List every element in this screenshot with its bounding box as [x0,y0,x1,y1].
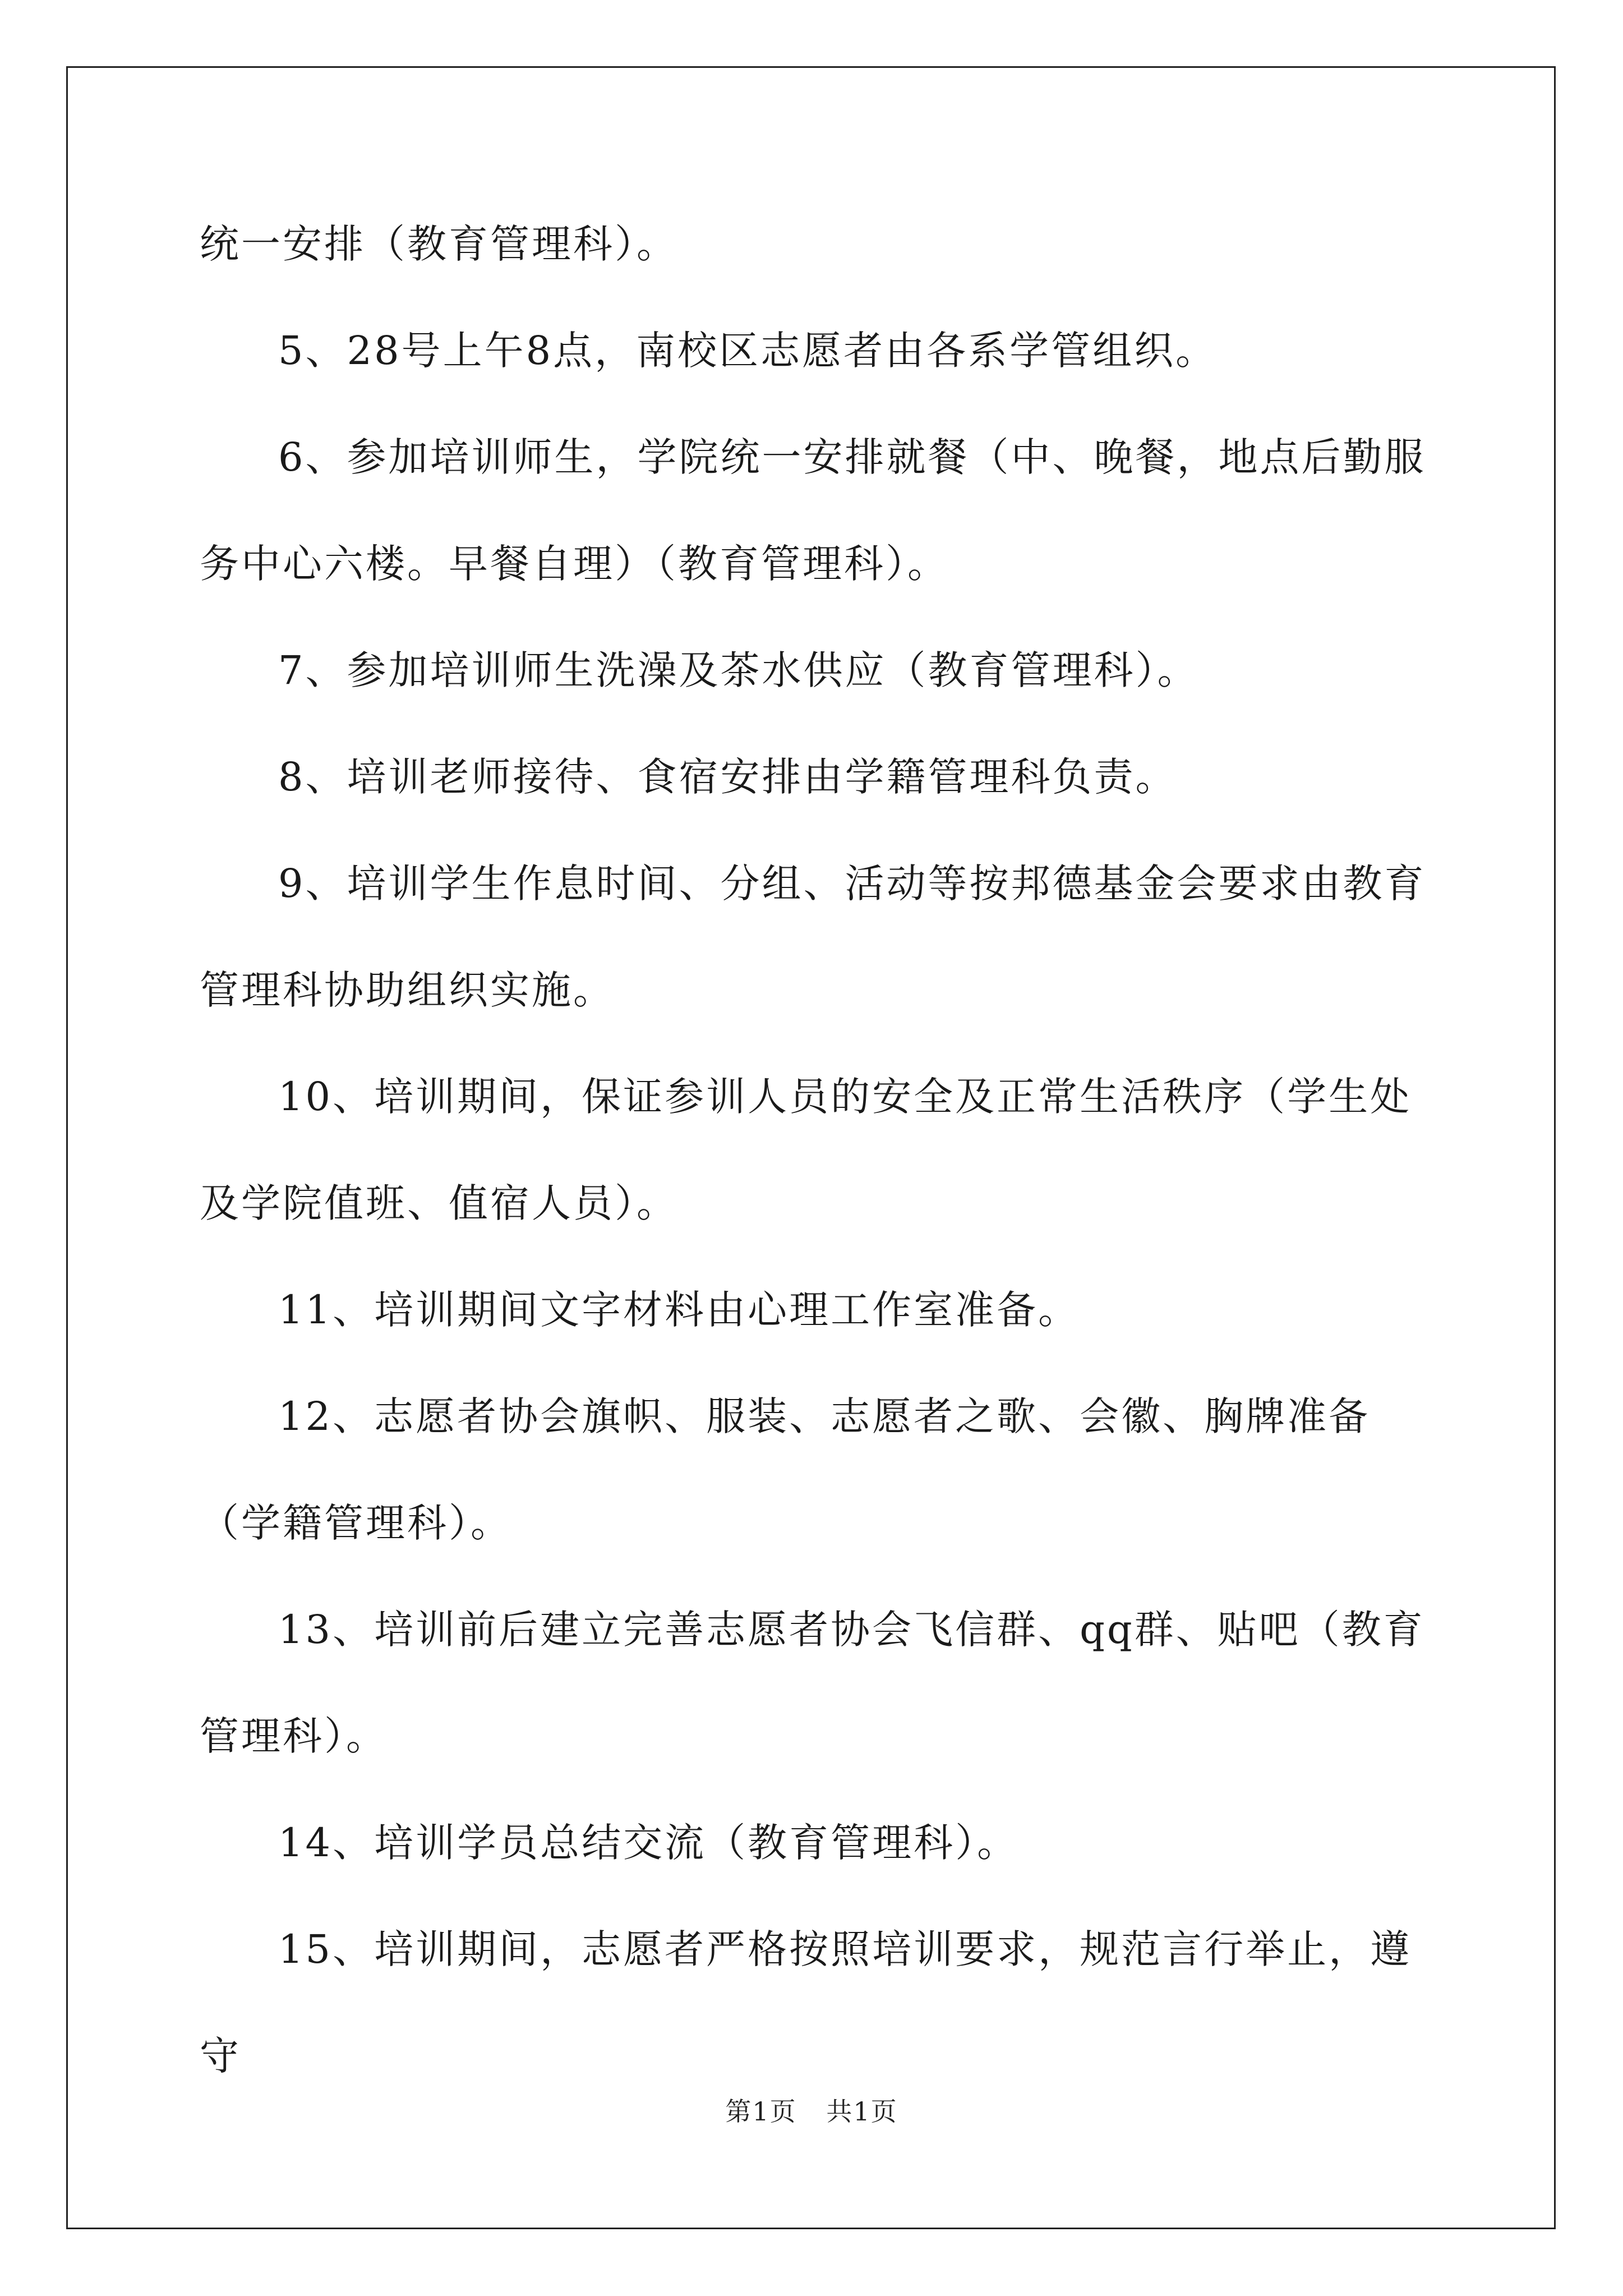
paragraph-5: 9、培训学生作息时间、分组、活动等按邦德基金会要求由教育管理科协助组织实施。 [200,861,1426,1013]
paragraph-10: 14、培训学员总结交流（教育管理科）。 [278,1820,1019,1866]
paragraph-11: 15、培训期间，志愿者严格按照培训要求，规范言行举止，遵守 [200,1926,1412,2079]
page-footer [0,2091,1623,2128]
paragraph-8: 12、志愿者协会旗帜、服装、志愿者之歌、会徽、胸牌准备（学籍管理科）。 [200,1393,1371,1546]
page-number-current: 第1页 [725,2096,797,2127]
paragraph-2: 6、参加培训师生，学院统一安排就餐（中、晚餐，地点后勤服务中心六楼。早餐自理）（教育管理科）。 [200,434,1426,587]
paragraph-4: 8、培训老师接待、食宿安排由学籍管理科负责。 [278,754,1177,800]
paragraph-7: 11、培训期间文字材料由心理工作室准备。 [278,1287,1080,1333]
page-number-total: 共1页 [826,2096,898,2127]
paragraph-6: 10、培训期间，保证参训人员的安全及正常生活秩序（学生处及学院值班、值宿人员）。 [200,1074,1412,1226]
paragraph-1: 5、28号上午8点，南校区志愿者由各系学管组织。 [278,328,1218,374]
paragraph-0: 统一安排（教育管理科）。 [200,221,678,267]
document-body [200,191,1433,2109]
paragraph-3: 7、参加培训师生洗澡及茶水供应（教育管理科）。 [278,647,1199,693]
paragraph-9: 13、培训前后建立完善志愿者协会飞信群、qq群、贴吧（教育管理科）。 [200,1607,1425,1759]
